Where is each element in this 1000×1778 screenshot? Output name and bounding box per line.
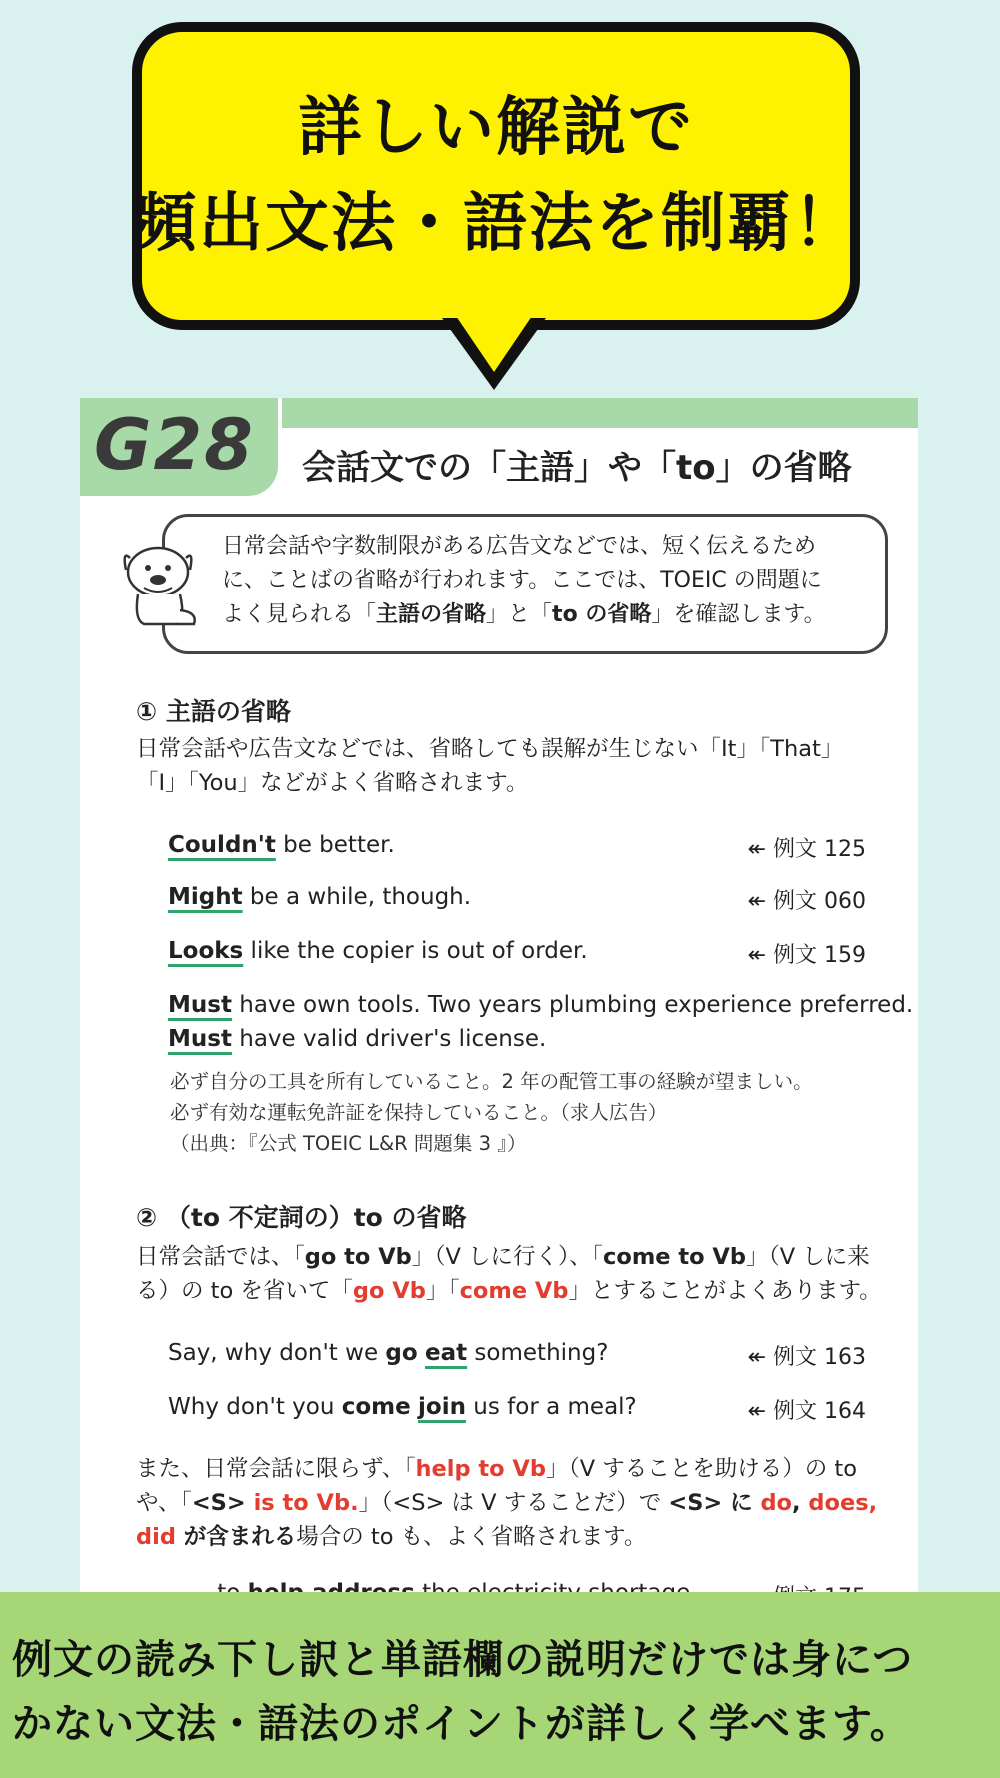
- example-ref: ↞ 例文 163: [747, 1345, 866, 1370]
- back-arrow-icon: ↞: [747, 837, 766, 862]
- bottom-banner: [0, 1592, 1000, 1778]
- section-tag-label: G28: [94, 404, 255, 486]
- section1-paragraph: 日常会話や広告文などでは、省略しても誤解が生じない「It」「That」 「I」「You」などがよく省略されます。: [136, 736, 844, 796]
- example-ref: ↞ 例文 060: [747, 889, 866, 914]
- translation-note: 必ず自分の工具を所有していること。2 年の配管工事の経験が望ましい。 必ず有効な運転免許証を保持していること。（求人広告） （出典：『公式 TOEIC L&R 問題集 3 』）: [170, 1070, 813, 1155]
- section2-paragraph-2: また、日常会話に限らず、「help to Vb」（V することを助ける）の to や、「<S> is to Vb.」（<S> は V することだ）で <S> に do, does, did が含まれる場合の to も、よく省略されます。: [136, 1456, 878, 1550]
- example-sentence: Looks like the copier is out of order.: [168, 938, 588, 964]
- section-tag: [80, 398, 278, 496]
- bubble-headline-1: 詳しい解説で: [298, 91, 694, 165]
- example-ref: ↞ 例文 159: [747, 943, 866, 968]
- ad-example-line2: Must have valid driver's license.: [168, 1026, 547, 1052]
- page-title: 会話文での「主語」や「to」の省略: [302, 448, 852, 488]
- banner-line-1: 例文の読み下し訳と単語欄の説明だけでは身につ: [12, 1637, 914, 1683]
- back-arrow-icon: ↞: [747, 943, 766, 968]
- ad-example-line1: Must have own tools. Two years plumbing experience preferred.: [168, 992, 914, 1018]
- example-sentence: Why don't you come join us for a meal?: [168, 1394, 637, 1420]
- back-arrow-icon: ↞: [747, 1399, 766, 1424]
- section2-heading: ② （to 不定詞の）to の省略: [136, 1203, 467, 1232]
- intro-text: 日常会話や字数制限がある広告文などでは、短く伝えるため に、ことばの省略が行われます。ここでは、TOEIC の問題に よく見られる「主語の省略」と「to の省略」を確認します。: [222, 534, 826, 627]
- page-top-bar: [282, 398, 918, 428]
- example-sentence: Say, why don't we go eat something?: [168, 1340, 609, 1366]
- example-sentence: Couldn't be better.: [168, 832, 395, 858]
- example-sentence: Might be a while, though.: [168, 884, 472, 910]
- back-arrow-icon: ↞: [747, 1345, 766, 1370]
- section1-heading: ① 主語の省略: [136, 697, 291, 726]
- speech-bubble: [132, 22, 860, 330]
- example-ref: ↞ 例文 125: [747, 837, 866, 862]
- example-ref: ↞ 例文 164: [747, 1399, 866, 1424]
- section2-paragraph: 日常会話では、「go to Vb」（V しに行く）、「come to Vb」（V しに来 る）の to を省いて「go Vb」「come Vb」とすることがよくあります。: [136, 1244, 882, 1304]
- banner-line-2: かない文法・語法のポイントが詳しく学べます。: [12, 1701, 911, 1747]
- bulldog-icon: [114, 540, 204, 630]
- back-arrow-icon: ↞: [747, 889, 766, 914]
- bubble-headline-2: 頻出文法・語法を制覇！: [133, 187, 859, 261]
- book-page: [80, 398, 918, 1628]
